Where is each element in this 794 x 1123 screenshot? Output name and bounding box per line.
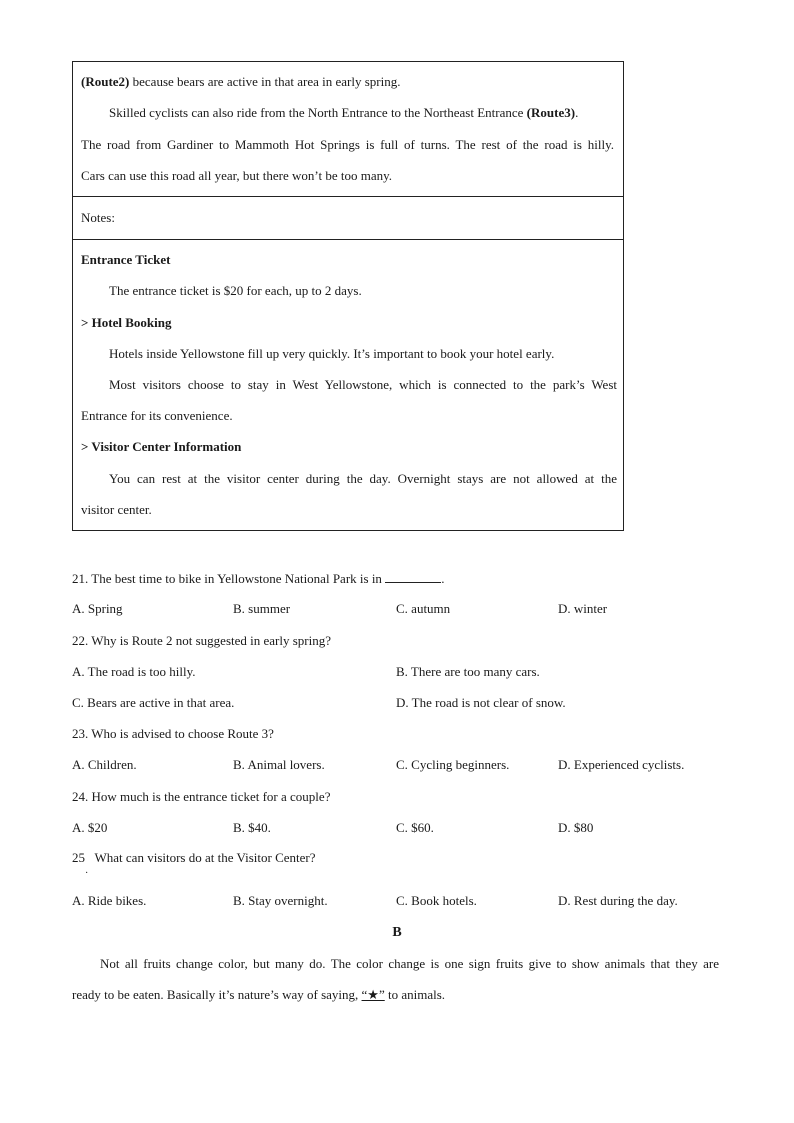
hotel-booking-text-1: Hotels inside Yellowstone fill up very quickly. It’s important to book your hotel early. [109, 346, 555, 361]
box1-line-1-text: because bears are active in that area in early spring. [129, 74, 401, 89]
q23-option-a[interactable]: A. Children. [72, 757, 137, 772]
star-blank: “★” [361, 987, 385, 1002]
question-21-stem: 21. The best time to bike in Yellowstone National Park is in [72, 571, 386, 586]
entrance-ticket-text: The entrance ticket is $20 for each, up to 2 days. [109, 283, 362, 298]
notes-box [72, 196, 624, 240]
q21-option-c[interactable]: C. autumn [396, 601, 451, 616]
answer-blank [385, 570, 441, 583]
heading-entrance-ticket: Entrance Ticket [81, 252, 171, 267]
hotel-booking-text-2a: Most visitors choose to stay in West Yellowstone, which is connected to the park’s West [109, 377, 617, 392]
q23-option-d[interactable]: D. Experienced cyclists. [558, 757, 685, 772]
question-25: 25 What can visitors do at the Visitor Center? [72, 850, 316, 865]
q22-option-b[interactable]: B. There are too many cars. [396, 664, 540, 679]
q24-option-a[interactable]: A. $20 [72, 820, 108, 835]
box1-line-1 [81, 74, 400, 90]
q22-option-c[interactable]: C. Bears are active in that area. [72, 695, 235, 710]
passage-b-line-2-end: to animals. [384, 987, 446, 1002]
question-21 [72, 570, 444, 587]
section-b-heading: B [392, 925, 402, 940]
box1-line-3: The road from Gardiner to Mammoth Hot Springs is full of turns. The rest of the road is hilly. [81, 137, 614, 152]
q22-option-d[interactable]: D. The road is not clear of snow. [396, 695, 566, 710]
box1-line-2-text: Skilled cyclists can also ride from the North Entrance to the Northeast Entrance [109, 105, 527, 120]
heading-hotel-booking: > Hotel Booking [81, 315, 172, 330]
q25-option-d[interactable]: D. Rest during the day. [558, 893, 678, 908]
visitor-center-text-b: visitor center. [81, 502, 152, 517]
hotel-booking-text-2b: Entrance for its convenience. [81, 408, 233, 423]
box1-line-2-end: . [575, 105, 579, 120]
q21-option-a[interactable]: A. Spring [72, 601, 123, 616]
q23-option-b[interactable]: B. Animal lovers. [233, 757, 325, 772]
q25-option-a[interactable]: A. Ride bikes. [72, 893, 147, 908]
box1-line-4: Cars can use this road all year, but there won’t be too many. [81, 168, 393, 183]
q24-option-d[interactable]: D. $80 [558, 820, 594, 835]
q24-option-b[interactable]: B. $40. [233, 820, 271, 835]
heading-visitor-center: > Visitor Center Information [81, 439, 242, 454]
q21-option-d[interactable]: D. winter [558, 601, 608, 616]
q23-option-c[interactable]: C. Cycling beginners. [396, 757, 510, 772]
q25-option-b[interactable]: B. Stay overnight. [233, 893, 328, 908]
question-24: 24. How much is the entrance ticket for a couple? [72, 789, 331, 804]
visitor-center-text-a: You can rest at the visitor center during the day. Overnight stays are not allowed at the [109, 471, 617, 486]
box1-line-2 [109, 105, 578, 121]
passage-b-line-2-text: ready to be eaten. Basically it’s nature’s way of saying, [72, 987, 362, 1002]
question-21-end: . [441, 571, 445, 586]
question-23: 23. Who is advised to choose Route 3? [72, 726, 274, 741]
route3-label: (Route3) [526, 105, 576, 120]
passage-b-line-2 [72, 987, 445, 1003]
passage-b-line-1: Not all fruits change color, but many do. The color change is one sign fruits give to show animals that they are [100, 956, 719, 971]
notes-label: Notes: [81, 210, 115, 225]
stray-dot: · [85, 868, 89, 879]
q24-option-c[interactable]: C. $60. [396, 820, 434, 835]
question-22: 22. Why is Route 2 not suggested in early spring? [72, 633, 332, 648]
q25-option-c[interactable]: C. Book hotels. [396, 893, 477, 908]
q22-option-a[interactable]: A. The road is too hilly. [72, 664, 196, 679]
route2-label: (Route2) [81, 74, 130, 89]
q21-option-b[interactable]: B. summer [233, 601, 291, 616]
